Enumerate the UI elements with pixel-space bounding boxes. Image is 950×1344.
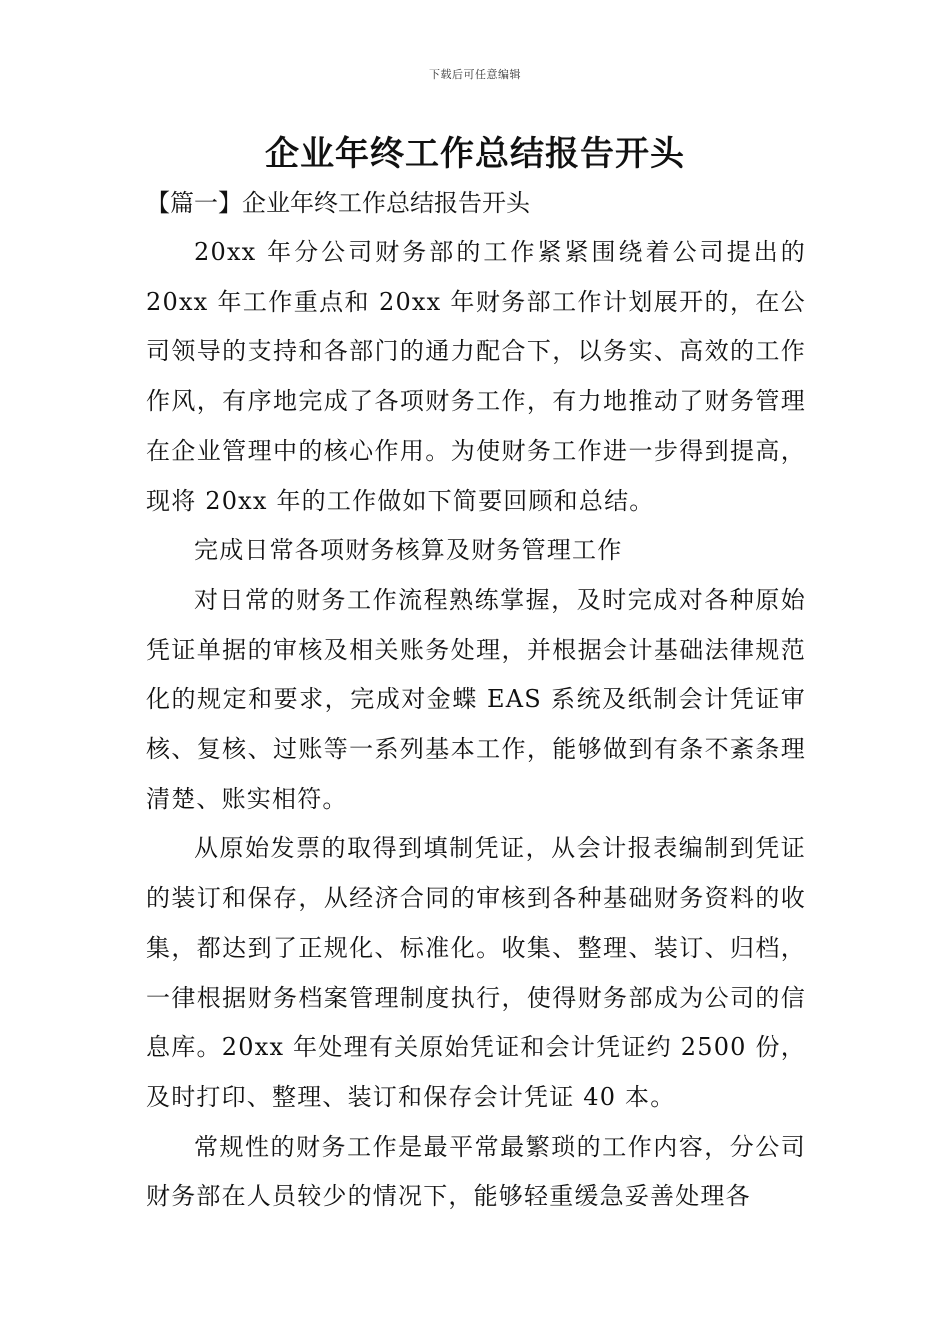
paragraph-routine: 常规性的财务工作是最平常最繁琐的工作内容，分公司财务部在人员较少的情况下，能够轻重缓急妥善处理各 [146,1132,806,1211]
paragraph-subheading: 完成日常各项财务核算及财务管理工作 [194,536,623,565]
paragraph-daily-work: 对日常的财务工作流程熟练掌握，及时完成对各种原始凭证单据的审核及相关账务处理，并根据会计基础法律规范化的规定和要求，完成对金蝶 EAS 系统及纸制会计凭证审核、复核、过账等一系列基本工作，能够做到有条不紊条理清楚、账实相符。 [146,585,806,813]
paragraph-intro: 20xx 年分公司财务部的工作紧紧围绕着公司提出的 20xx 年工作重点和 20xx 年财务部工作计划展开的，在公司领导的支持和各部门的通力配合下，以务实、高效的工作作风，有序地完成了各项财务工作，有力地推动了财务管理在企业管理中的核心作用。为使财务工作进一步得到提高，现将 20xx 年的工作做如下简要回顾和总结。 [146,238,806,515]
paragraph-archives: 从原始发票的取得到填制凭证，从会计报表编制到凭证的装订和保存，从经济合同的审核到各种基础财务资料的收集，都达到了正规化、标准化。收集、整理、装订、归档，一律根据财务档案管理制度执行，使得财务部成为公司的信息库。20xx 年处理有关原始凭证和会计凭证约 2500 份，及时打印、整理、装订和保存会计凭证 40 本。 [146,834,806,1111]
document-title: 企业年终工作总结报告开头 [265,134,685,174]
document-body [146,228,806,1222]
section-heading: 【篇一】企业年终工作总结报告开头 [146,189,530,217]
header-note: 下载后可任意编辑 [429,68,521,81]
